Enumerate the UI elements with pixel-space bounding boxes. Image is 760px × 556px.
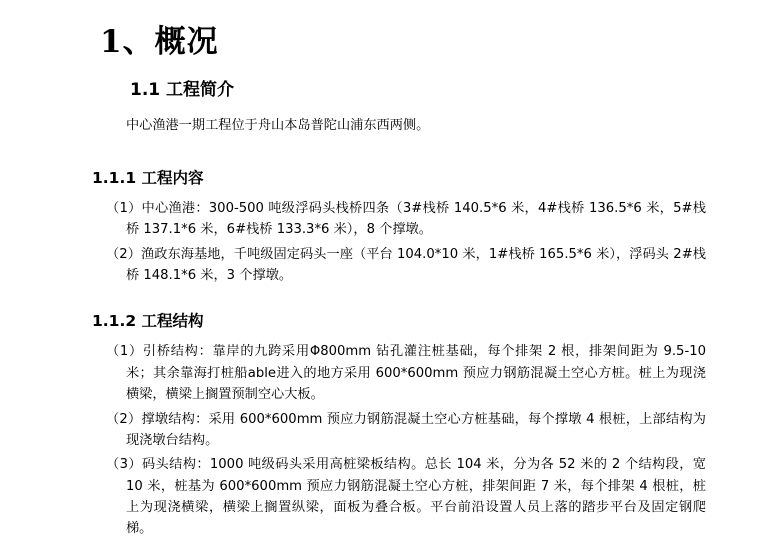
spacer	[92, 289, 706, 295]
list-item: （2）渔政东海基地，千吨级固定码头一座（平台 104.0*10 米，1#栈桥 165.5*6 米），浮码头 2#栈桥 148.1*6 米，3 个撑墩。	[106, 246, 706, 283]
list-item: （2）撑墩结构：采用 600*600mm 预应力钢筋混凝土空心方桩基础，每个撑墩 4 根桩，上部结构为现浇墩台结构。	[106, 411, 706, 448]
list-item: （3）码头结构：1000 吨级码头采用高桩梁板结构。总长 104 米，分为各 52 米的 2 个结构段，宽 10 米，桩基为 600*600mm 预应力钢筋混凝土空心方桩，排架间距 7 米，每个排架 4 根桩，桩上为现浇横梁，横梁上搁置纵梁，面板为叠合板。平台前沿设置人员上落的踏步平台及固定钢爬梯。	[106, 457, 706, 537]
list-item: （1）中心渔港：300-500 吨级浮码头栈桥四条（3#栈桥 140.5*6 米，4#栈桥 136.5*6 米，5#栈桥 137.1*6 米，6#栈桥 133.3*6 米），8 个撑墩。	[106, 200, 706, 238]
page-title: 1、概况	[100, 24, 219, 60]
section-heading-1-1-1: 1.1.1 工程内容	[92, 168, 204, 187]
section-heading-1-1-2: 1.1.2 工程结构	[92, 312, 204, 331]
section-1-1-1-body	[92, 198, 706, 287]
spacer	[92, 140, 706, 152]
section-1-1-intro: 中心渔港一期工程位于舟山本岛普陀山浦东西两侧。	[126, 118, 430, 134]
section-1-1-2-body	[92, 341, 706, 539]
list-item: （1）引桥结构：靠岸的九跨采用Φ800mm 钻孔灌注桩基础，每个排架 2 根，排架间距为 9.5-10 米；其余靠海打桩船able进入的地方采用 600*600mm 预应力钢筋混凝土空心方桩。桩上为现浇横梁，横梁上搁置预制空心大板。	[106, 344, 706, 403]
section-heading-1-1: 1.1 工程简介	[130, 80, 235, 101]
